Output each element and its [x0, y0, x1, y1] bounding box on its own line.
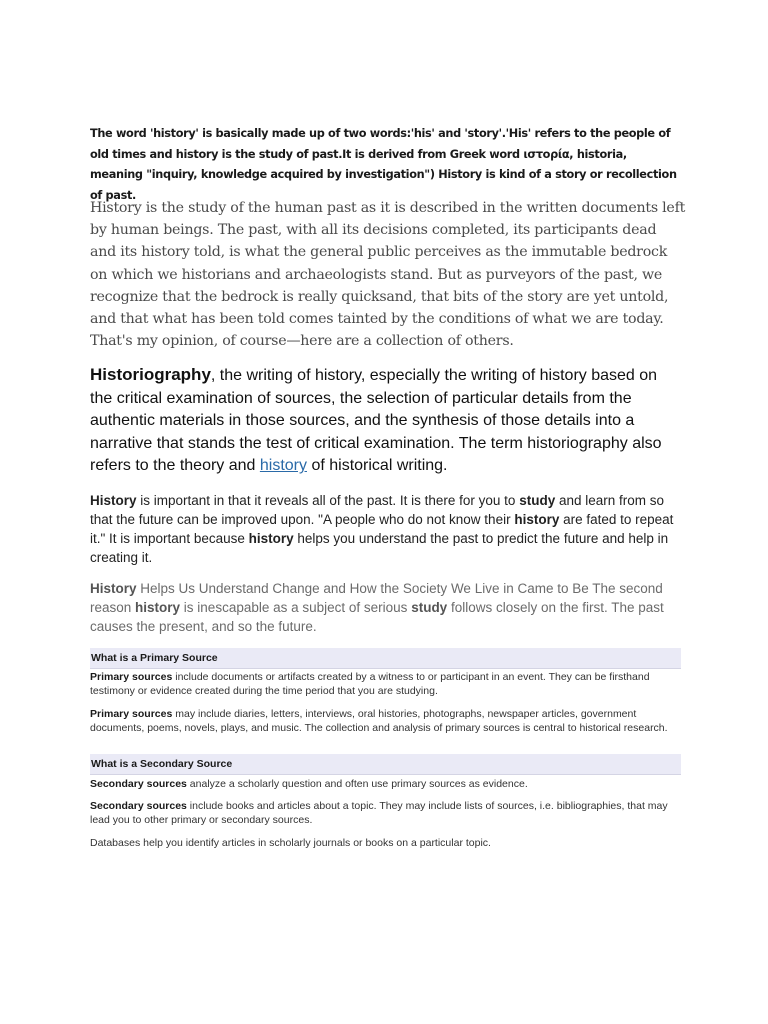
- intro-paragraph: [90, 124, 682, 206]
- keyword: study: [519, 493, 556, 508]
- importance-text: are fated to repeat it." It is important because: [90, 512, 674, 546]
- keyword: history: [135, 600, 181, 615]
- secondary-term: Secondary sources: [90, 778, 187, 790]
- primary-term: Primary sources: [90, 671, 173, 683]
- change-text: is inescapable as a subject of serious: [180, 600, 412, 615]
- primary-term: Primary sources: [90, 708, 173, 720]
- keyword: history: [514, 512, 560, 527]
- secondary-term: Secondary sources: [90, 800, 187, 812]
- secondary-source-heading: What is a Secondary Source: [90, 754, 681, 775]
- secondary-source-paragraph-1: [90, 778, 682, 792]
- importance-paragraph: [90, 491, 682, 567]
- history-link[interactable]: history: [259, 457, 307, 475]
- importance-text: and learn from so that the future can be improved upon. "A people who do not know their: [90, 493, 665, 527]
- historiography-term: Historiography: [90, 365, 211, 384]
- keyword: history: [248, 531, 294, 546]
- databases-paragraph: [90, 837, 682, 851]
- primary-text: may include diaries, letters, interviews, oral histories, photographs, newspaper articles, government documents, poems, novels, plays, and music. The collection and analysis of primary sources is central to historical research.: [90, 708, 668, 734]
- primary-source-heading: What is a Primary Source: [90, 648, 681, 669]
- keyword: History: [90, 581, 137, 596]
- primary-text: include documents or artifacts created by a witness to or participant in an event. They can be firsthand testimony or evidence created during the time period that you are studying.: [90, 671, 650, 697]
- serif-paragraph: [90, 197, 686, 352]
- intro-text: The word 'history' is basically made up of two words:'his' and 'story'.'His' refers to the people of old times and history is the study of past.It is derived from Greek word ιστορία, historia, meaning "inquiry, knowledge acquired by investigation") History is kind of a story or recollection of past.: [90, 127, 677, 202]
- primary-source-paragraph-1: [90, 671, 682, 698]
- importance-text: helps you understand the past to predict the future and help in creating it.: [90, 531, 669, 565]
- importance-text: is important in that it reveals all of the past. It is there for you to: [136, 493, 520, 508]
- historiography-text-end: of historical writing.: [307, 457, 448, 475]
- serif-text: History is the study of the human past as it is described in the written documents left by human beings. The past, with all its decisions completed, its participants dead and its history told, is what the general public perceives as the immutable bedrock on which we historians and archaeologists stand. But as purveyors of the past, we recognize that the bedrock is really quicksand, that bits of the story are yet untold, and that what has been told comes tainted by the conditions of what we are today. That's my opinion, of course—here are a collection of others.: [90, 200, 686, 350]
- change-text: Helps Us Understand Change and How the Society We Live in Came to Be The second reason: [90, 581, 663, 615]
- keyword: study: [411, 600, 448, 615]
- databases-text: Databases help you identify articles in scholarly journals or books on a particular topic.: [90, 837, 491, 849]
- keyword: History: [90, 493, 137, 508]
- secondary-text: analyze a scholarly question and often use primary sources as evidence.: [186, 778, 528, 790]
- historiography-text: , the writing of history, especially the writing of history based on the critical examination of sources, the selection of particular details from the authentic materials in those sources, and the synthesis of those details into a narrative that stands the test of critical examination. The term historiography also refers to the theory and: [90, 367, 662, 475]
- historiography-paragraph: [90, 364, 682, 478]
- secondary-source-paragraph-2: [90, 800, 682, 827]
- change-paragraph: [90, 579, 682, 636]
- secondary-text: include books and articles about a topic. They may include lists of sources, i.e. bibliographies, that may lead you to other primary or secondary sources.: [90, 800, 668, 826]
- primary-source-paragraph-2: [90, 708, 682, 735]
- change-text: follows closely on the first. The past causes the present, and so the future.: [90, 600, 664, 634]
